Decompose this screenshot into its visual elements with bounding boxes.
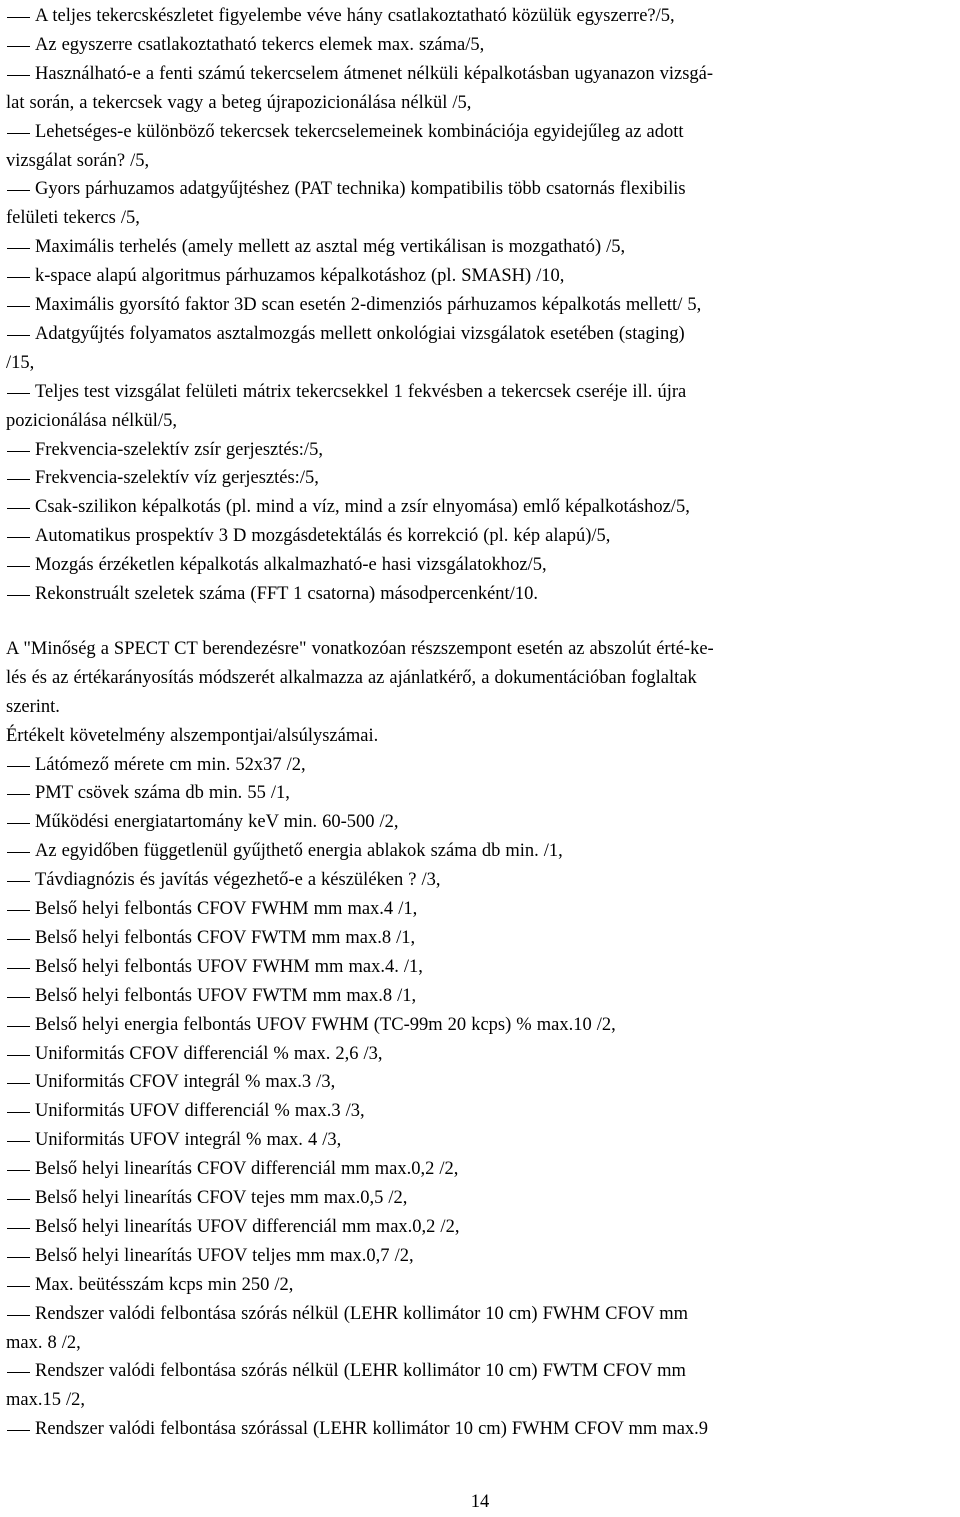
paragraph-line: A "Minőség a SPECT CT berendezésre" vonatkozóan részszempont esetén az abszolút érté-ke- [6,638,714,659]
list-dash [7,1199,30,1200]
list-dash [7,1228,30,1229]
list-item-text: Uniformitás CFOV differenciál % max. 2,6 /3, [35,1043,383,1064]
list-dash [7,939,30,940]
list-dash [7,17,30,18]
list-dash [7,1430,30,1431]
list-dash [7,537,30,538]
list-item-text: Uniformitás UFOV differenciál % max.3 /3, [35,1101,365,1122]
list-dash [7,1026,30,1027]
list-dash [7,508,30,509]
list-item-text: Teljes test vizsgálat felületi mátrix tekercsekkel 1 fekvésben a tekercsek cseréje ill. újra [35,381,687,402]
list-item-text: Látómező mérete cm min. 52x37 /2, [35,754,306,775]
list-item-text: Belső helyi felbontás CFOV FWTM mm max.8 /1, [35,927,416,948]
list-item-text: Belső helyi energia felbontás UFOV FWHM (TC-99m 20 kcps) % max.10 /2, [35,1014,616,1035]
list-dash [7,306,30,307]
list-dash [7,566,30,567]
list-dash [7,910,30,911]
list-dash [7,190,30,191]
list-item-text: Maximális gyorsító faktor 3D scan esetén 2-dimenziós párhuzamos képalkotás mellett/ 5, [35,295,702,315]
paragraph-line: /15, [6,352,35,373]
list-dash [7,881,30,882]
page-number: 14 [470,1492,490,1512]
list-dash [7,393,30,394]
list-item-text: Belső helyi felbontás CFOV FWHM mm max.4 /1, [35,899,418,919]
list-dash [7,1257,30,1258]
list-dash [7,968,30,969]
list-item-text: Gyors párhuzamos adatgyűjtéshez (PAT technika) kompatibilis több csatornás flexibilis [35,179,686,200]
list-item-text: Adatgyűjtés folyamatos asztalmozgás mellett onkológiai vizsgálatok esetében (staging) [35,323,685,344]
list-item-text: Max. beütésszám kcps min 250 /2, [35,1274,294,1295]
list-item-text: Az egyszerre csatlakoztatható tekercs elemek max. száma/5, [35,34,485,55]
list-item-text: Frekvencia-szelektív zsír gerjesztés:/5, [35,439,323,460]
paragraph-line: lés és az értékarányosítás módszerét alkalmazza az ajánlatkérő, a dokumentációban foglaltak [6,667,697,688]
paragraph-line: max.15 /2, [6,1390,86,1411]
list-item-text: Maximális terhelés (amely mellett az asztal még vertikálisan is mozgatható) /5, [35,237,626,258]
list-dash [7,335,30,336]
list-dash [7,479,30,480]
list-item-text: Belső helyi linearítás CFOV tejes mm max.0,5 /2, [35,1188,408,1208]
list-item-text: Mozgás érzéketlen képalkotás alkalmazható-e hasi vizsgálatokhoz/5, [35,555,547,576]
list-item-text: Belső helyi felbontás UFOV FWHM mm max.4. /1, [35,956,423,977]
paragraph-line: pozicionálása nélkül/5, [6,410,177,431]
list-item-text: Használható-e a fenti számú tekercselem átmenet nélküli képalkotásban ugyanazon vizsgá- [35,63,714,84]
list-dash [7,1055,30,1056]
list-dash [7,133,30,134]
list-dash [7,1286,30,1287]
list-item-text: Csak-szilikon képalkotás (pl. mind a víz, mind a zsír elnyomása) emlő képalkotáshoz/5, [35,497,690,518]
list-dash [7,823,30,824]
paragraph-line: felületi tekercs /5, [6,208,140,229]
list-dash [7,75,30,76]
paragraph-line: max. 8 /2, [6,1332,81,1353]
paragraph-line: lat során, a tekercsek vagy a beteg újrapozicionálása nélkül /5, [6,92,472,113]
list-item-text: Belső helyi linearítás UFOV differenciál mm max.0,2 /2, [35,1216,460,1237]
list-item-text: Uniformitás CFOV integrál % max.3 /3, [35,1072,336,1093]
list-item-text: Lehetséges-e különböző tekercsek tekercselemeinek kombinációja egyidejűleg az adott [35,121,684,142]
list-item-text: Belső helyi linearítás CFOV differenciál mm max.0,2 /2, [35,1159,459,1180]
list-item-text: Rekonstruált szeletek száma (FFT 1 csatorna) másodpercenként/10. [35,584,538,604]
list-dash [7,1141,30,1142]
list-dash [7,1083,30,1084]
list-item-text: Uniformitás UFOV integrál % max. 4 /3, [35,1130,342,1151]
list-dash [7,997,30,998]
list-dash [7,1170,30,1171]
list-item-text: Rendszer valódi felbontása szórás nélkül (LEHR kollimátor 10 cm) FWTM CFOV mm [35,1361,686,1382]
list-item-text: A teljes tekercskészletet figyelembe véve hány csatlakoztatható közülük egyszerre?/5, [35,6,675,26]
list-item-text: Frekvencia-szelektív víz gerjesztés:/5, [35,468,319,489]
list-item-text: Rendszer valódi felbontása szórás nélkül (LEHR kollimátor 10 cm) FWHM CFOV mm [35,1303,688,1324]
list-item-text: Automatikus prospektív 3 D mozgásdetektálás és korrekció (pl. kép alapú)/5, [35,526,611,547]
list-item-text: Rendszer valódi felbontása szórással (LEHR kollimátor 10 cm) FWHM CFOV mm max.9 [35,1419,709,1440]
list-item-text: k-space alapú algoritmus párhuzamos képalkotáshoz (pl. SMASH) /10, [35,266,565,287]
list-dash [7,766,30,767]
list-dash [7,248,30,249]
list-dash [7,1315,30,1316]
list-item-text: Az egyidőben függetlenül gyűjthető energia ablakok száma db min. /1, [35,841,563,862]
list-dash [7,1372,30,1373]
list-item-text: Távdiagnózis és javítás végezhető-e a készüléken ? /3, [35,870,441,891]
list-dash [7,595,30,596]
list-dash [7,46,30,47]
list-dash [7,277,30,278]
list-dash [7,794,30,795]
list-item-text: Működési energiatartomány keV min. 60-500 /2, [35,812,399,833]
list-item-text: Belső helyi felbontás UFOV FWTM mm max.8 /1, [35,985,417,1006]
list-item-text: Belső helyi linearítás UFOV teljes mm max.0,7 /2, [35,1245,414,1266]
paragraph-line: Értékelt követelmény alszempontjai/alsúlyszámai. [6,725,379,746]
list-dash [7,451,30,452]
list-dash [7,852,30,853]
list-dash [7,1112,30,1113]
paragraph-line: vizsgálat során? /5, [6,150,150,171]
paragraph-line: szerint. [6,696,60,717]
list-item-text: PMT csövek száma db min. 55 /1, [35,783,290,804]
